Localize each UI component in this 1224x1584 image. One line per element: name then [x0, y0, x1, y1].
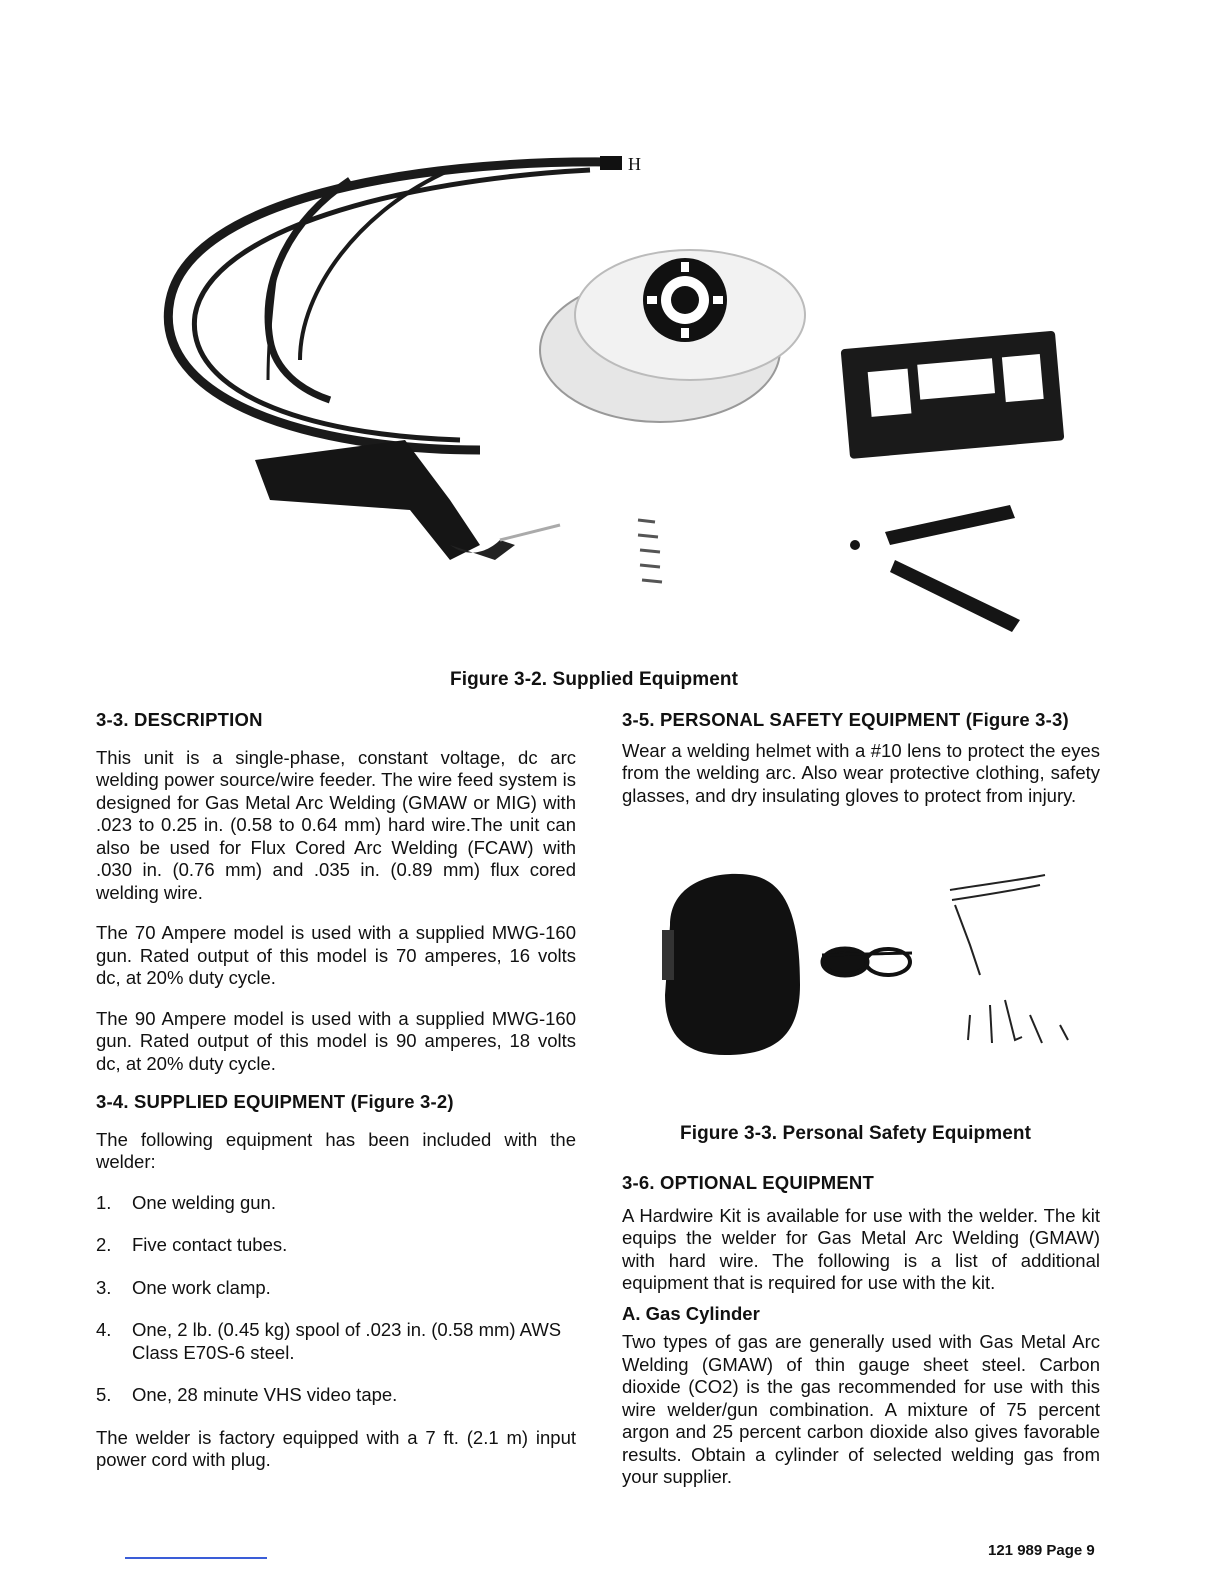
personal-safety-equipment-photo	[650, 865, 1110, 1065]
supplied-equipment-intro: The following equipment has been included with the welder:	[96, 1128, 576, 1172]
supplied-equipment-list	[96, 1192, 576, 1407]
welding-gun-cable	[168, 162, 610, 450]
left-column	[96, 709, 576, 1490]
description-heading: 3-3. DESCRIPTION	[96, 709, 263, 730]
optional-equipment-heading: 3-6. OPTIONAL EQUIPMENT	[622, 1172, 874, 1193]
safety-equipment-paragraph: Wear a welding helmet with a #10 lens to protect the eyes from the welding arc. Also wear protective clothing, safety glasses, and dry insulating gloves to protect from injury.	[622, 739, 1100, 806]
svg-text:H: H	[628, 154, 641, 174]
welding-helmet	[662, 874, 800, 1055]
model-90-paragraph: The 90 Ampere model is used with a supplied MWG-160 gun. Rated output of this model is 90 amperes, 18 volts dc, at 20% duty cycle.	[96, 1007, 576, 1074]
supplied-equipment-photo	[150, 140, 1070, 660]
contact-tubes	[638, 520, 662, 582]
vhs-video-tape	[841, 331, 1065, 459]
figure-3-2-caption: Figure 3-2. Supplied Equipment	[450, 669, 739, 690]
footer-rule	[125, 1557, 267, 1559]
list-item: 3. One work clamp.	[96, 1276, 271, 1298]
safety-equipment-heading: 3-5. PERSONAL SAFETY EQUIPMENT (Figure 3-3)	[622, 709, 1069, 730]
gas-cylinder-heading: A. Gas Cylinder	[622, 1302, 760, 1324]
optional-equipment-section	[622, 1172, 1100, 1507]
power-cord-paragraph: The welder is factory equipped with a 7 ft. (2.1 m) input power cord with plug.	[96, 1426, 576, 1470]
supplied-equipment-heading: 3-4. SUPPLIED EQUIPMENT (Figure 3-2)	[96, 1091, 454, 1112]
cable-connector	[600, 156, 622, 170]
figure-3-3-caption: Figure 3-3. Personal Safety Equipment	[680, 1123, 1032, 1144]
safety-glasses	[822, 949, 912, 975]
list-item: 4. One, 2 lb. (0.45 kg) spool of .023 in. (0.58 mm) AWS Class E70S-6 steel.	[96, 1319, 562, 1363]
welding-gun-handle	[255, 440, 560, 560]
optional-equipment-paragraph: A Hardwire Kit is available for use with the welder. The kit equips the welder for Gas Metal Arc Welding (GMAW) with hard wire. The following is a list of additional equipment that is required for use with the kit.	[622, 1204, 1100, 1293]
model-70-paragraph: The 70 Ampere model is used with a supplied MWG-160 gun. Rated output of this model is 70 amperes, 16 volts dc, at 20% duty cycle.	[96, 922, 576, 988]
insulating-gloves	[950, 875, 1068, 1043]
right-column	[622, 709, 1100, 825]
work-clamp	[850, 505, 1020, 632]
gas-cylinder-paragraph: Two types of gas are generally used with Gas Metal Arc Welding (GMAW) of thin gauge sheet steel. Carbon dioxide (CO2) is the gas recommended for use with this wire welder/gun combination. A mixture of 75 percent argon and 25 percent carbon dioxide also gives favorable results. Obtain a cylinder of selected welding gas from your supplier.	[622, 1331, 1100, 1487]
description-paragraph: This unit is a single-phase, constant voltage, dc arc welding power source/wire feeder. The wire feed system is designed for Gas Metal Arc Welding (GMAW or MIG) with .023 to 0.25 in. (0.58 to 0.64 mm) hard wire.The unit can also be used for Flux Cored Arc Welding (FCAW) with .030 in. (0.76 mm) and .035 in. (0.89 mm) flux cored welding wire.	[96, 746, 576, 903]
list-item: 2. Five contact tubes.	[96, 1234, 288, 1255]
list-item: 1. One welding gun.	[96, 1191, 276, 1213]
list-item: 5. One, 28 minute VHS video tape.	[96, 1384, 398, 1405]
page-number: 121 989 Page 9	[988, 1542, 1095, 1559]
wire-spool	[540, 250, 805, 422]
